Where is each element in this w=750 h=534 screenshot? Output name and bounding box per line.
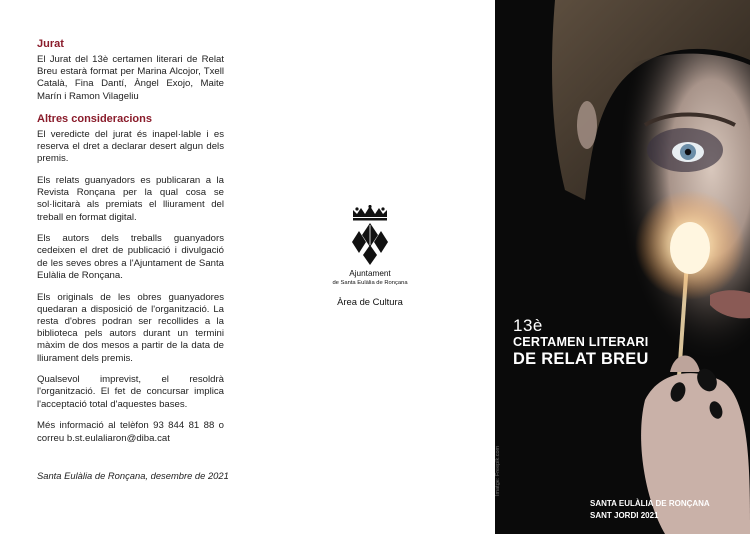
altres-section — [37, 113, 224, 445]
cover-number: 13è — [513, 316, 543, 335]
org-subname: de Santa Eulàlia de Ronçana — [332, 280, 408, 286]
cover-footer — [590, 498, 710, 522]
footer-date: Santa Eulàlia de Ronçana, desembre de 2021 — [37, 470, 229, 481]
cover-panel — [495, 0, 750, 534]
cover-year: 2021 — [640, 511, 659, 520]
cover-town: SANTA EULÀLIA DE RONÇANA — [590, 499, 710, 508]
image-credit: Imatge: Freepik.com — [495, 445, 501, 496]
cover-title-line1: CERTAMEN LITERARI — [513, 335, 649, 349]
cover-title-line2: DE RELAT BREU — [513, 350, 649, 368]
area-label: Àrea de Cultura — [337, 296, 403, 307]
contact-paragraph: Més informació al telèfon 93 844 81 88 o correu b.st.eulaliaron@diba.cat — [37, 420, 224, 444]
left-column — [37, 38, 224, 455]
jurat-heading: Jurat — [37, 38, 64, 50]
altres-paragraph: Els autors dels treballs guanyadors cedeixen el dret de publicació i divulgació de les seves obres a l'Ajuntament de Santa Eulàlia de Ronçana. — [37, 233, 224, 281]
altres-paragraph: Els originals de les obres guanyadores quedaran a disposició de l'organització. La resta d'obres podran ser recollides a la biblioteca pels autors durant un termini màxim de dos mesos a partir de la data de lliurament dels premis. — [37, 291, 224, 364]
org-name: Ajuntament — [349, 269, 391, 278]
jurat-section — [37, 38, 224, 103]
altres-paragraph: Els relats guanyadors es publicaran a la Revista Ronçana per la qual cosa se sol·licitarà als premiats el lliurament del treball en format digital. — [37, 174, 224, 223]
cover-event-line — [590, 510, 710, 522]
altres-paragraph: El veredicte del jurat és inapel·lable i es reserva el dret a declarar desert algun dels premis. — [37, 128, 224, 165]
altres-paragraph: Qualsevol imprevist, el resoldrà l'organització. El fet de concursar implica l'acceptació total d'aquestes bases. — [37, 374, 224, 410]
cover-event: SANT JORDI — [590, 511, 639, 520]
logo-block — [305, 205, 435, 307]
coat-of-arms-icon — [347, 205, 393, 265]
jurat-text: El Jurat del 13è certamen literari de Relat Breu estarà format per Marina Alcojor, Txell Català, Fina Dantí, Àngel Exojo, Maite Marín i Ramon Vilageliu — [37, 54, 224, 102]
cover-photo — [495, 0, 750, 534]
altres-heading: Altres consideracions — [37, 112, 152, 125]
